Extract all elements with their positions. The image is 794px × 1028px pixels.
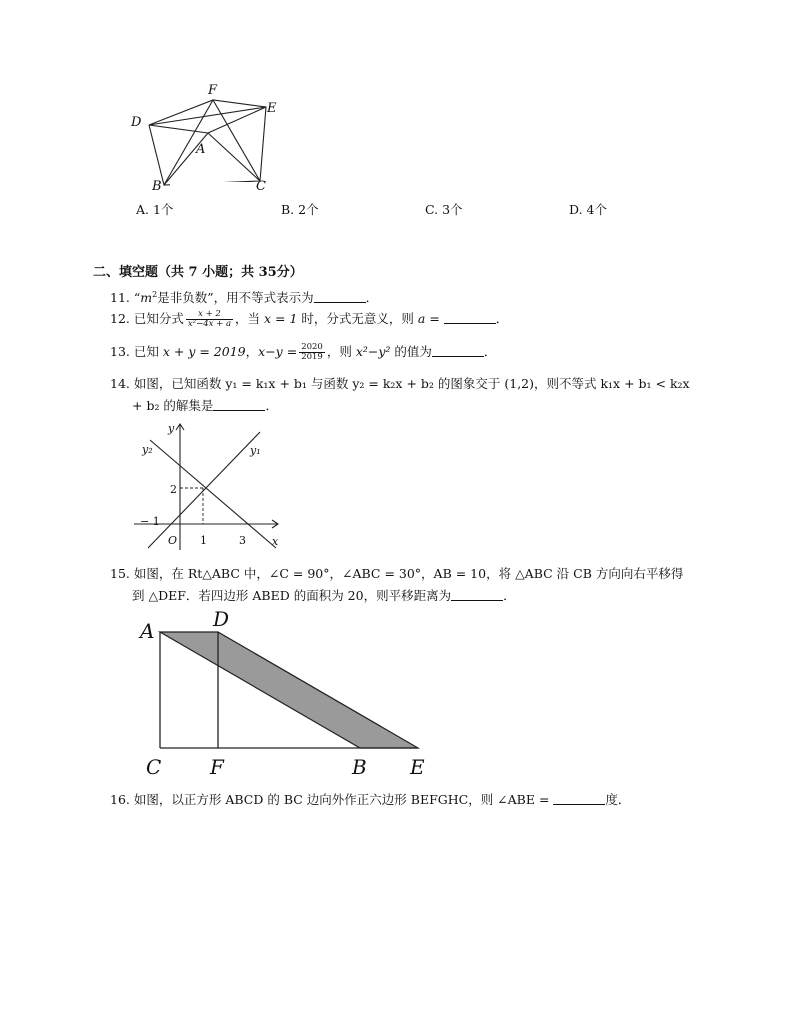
figure-14-graph [132,418,292,554]
q14-text-line2: + b₂ 的解集是 [132,398,214,413]
option-a: A. 1个 [136,202,174,217]
q12-frac-num: x + 2 [186,310,233,320]
q13-frac-num: 2020 [301,342,323,352]
q12-fraction [186,310,233,329]
label-E: E [267,101,277,116]
q13-frac-den: 2019 [301,352,323,362]
label-y1: y₁ [250,444,261,457]
option-c: C. 3个 [425,202,463,217]
q12-a: a = [417,311,440,326]
q13-expr: x²−y² [355,344,391,359]
q11-answer-blank[interactable] [314,290,366,303]
q15-number: 15. [110,566,130,581]
label-C: C [146,755,162,779]
question-15-line1 [110,566,683,582]
axis-label-y: y [168,422,175,435]
question-14-line2 [132,398,278,414]
q15-text-line2: 到 △DEF．若四边形 ABED 的面积为 20，则平移距离为 [132,588,452,603]
q16-number: 16. [110,792,130,807]
label-B: B [152,179,162,194]
q13-eq2: x−y = [258,344,298,359]
label-D: D [213,608,230,631]
q16-answer-blank[interactable] [553,792,605,805]
figure-15-translation [138,608,438,780]
label-A: A [140,619,155,643]
figure-pentagon [128,78,288,196]
q15-text-line1: 如图，在 Rt△ABC 中，∠C = 90°，∠ABC = 30°，AB = 10，将 △ABC 沿 CB 方向向右平移得 [133,566,684,581]
edge-FC [213,100,260,181]
q12-pre: 已知分式 [133,311,184,326]
edge-FB [164,100,213,185]
question-12 [110,308,508,330]
q11-m: m [140,290,153,306]
edge-DA [149,125,208,133]
label-E: E [410,755,425,779]
label-F: F [210,755,224,779]
label-B: B [352,755,367,779]
tick-1: 1 [200,534,207,547]
q13-fraction [299,343,325,362]
edge-AB [164,133,208,185]
q14-number: 14. [110,376,130,391]
label-F: F [208,83,218,98]
q12-mid2: 时，分式无意义，则 [297,311,418,326]
edge-EA [208,107,266,133]
q12-end: ． [495,311,509,326]
line-y1 [148,432,260,548]
q14-end: ． [265,398,278,413]
q15-answer-blank[interactable] [451,588,503,601]
q11-open-quote: “ [133,290,141,306]
section-title: 二、填空题（共 7 小题；共 35分） [93,265,303,280]
tick-neg1: − 1 [140,515,160,528]
q13-post: 的值为 [390,344,432,359]
q11-end: ． [365,290,379,306]
q14-answer-blank[interactable] [213,398,265,411]
q12-frac-den: x²−4x + a [187,319,232,329]
axis-label-x: x [272,535,279,548]
q13-answer-blank[interactable] [432,344,484,357]
question-15-line2 [132,588,516,604]
label-A: A [196,142,206,157]
q13-sep: ， [245,344,259,359]
tick-3: 3 [239,534,246,547]
q11-sup: 2 [152,290,158,299]
q16-text: 如图，以正方形 ABCD 的 BC 边向外作正六边形 BEFGHC，则 ∠ABE = [133,792,550,807]
edge-AC [208,133,260,181]
label-y2: y₂ [142,443,153,456]
q13-eq1: x + y = 2019 [162,344,246,359]
shaded-parallelogram [160,632,418,748]
option-d: D. 4个 [569,202,607,217]
q11-text: 是非负数”，用不等式表示为 [157,290,314,306]
option-b: B. 2个 [281,202,319,217]
q12-number: 12. [110,311,130,326]
label-C: C [256,179,266,194]
tick-2: 2 [170,483,177,496]
q16-end: 度． [605,792,631,807]
q15-end: ． [503,588,516,603]
q11-number: 11. [110,290,130,306]
q12-mid: ，当 [235,311,264,326]
question-13 [110,341,496,363]
q13-mid: ，则 [326,344,356,359]
edge-outline [149,100,266,185]
q12-cond: x = 1 [264,311,298,326]
q12-answer-blank[interactable] [444,311,496,324]
q13-end: ． [483,344,497,359]
q13-number: 13. [110,344,130,359]
q14-text-line1: 如图，已知函数 y₁ = k₁x + b₁ 与函数 y₂ = k₂x + b₂ 的图象交于 (1,2)，则不等式 k₁x + b₁ < k₂x [133,376,690,391]
q13-pre: 已知 [133,344,163,359]
question-11 [110,287,378,306]
question-16 [110,792,630,808]
origin-label: O [168,534,178,547]
label-D: D [131,115,142,130]
question-14-line1 [110,376,690,392]
